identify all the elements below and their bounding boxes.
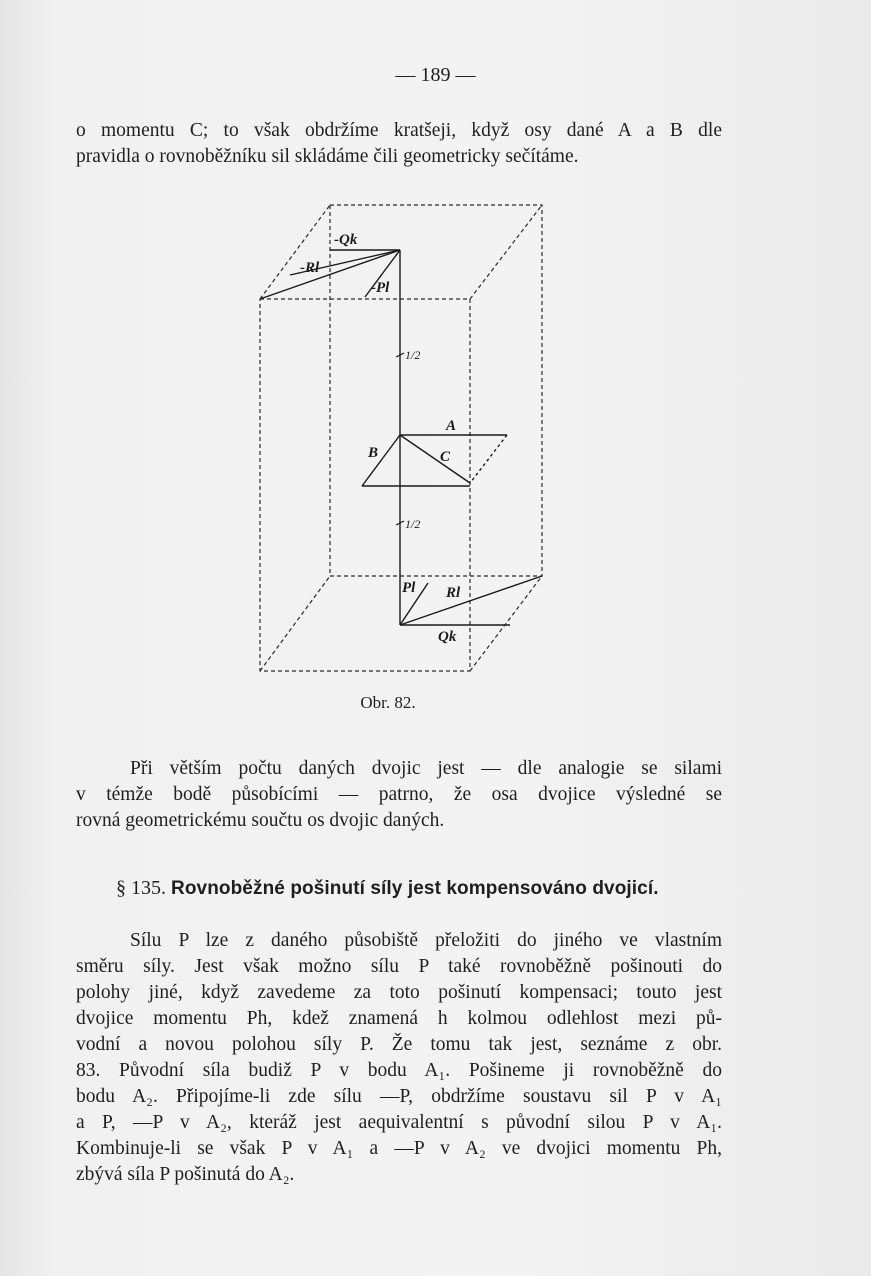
paragraph-line: Při větším počtu daných dvojic jest — dle analogie se silami (130, 758, 722, 779)
figure-caption: Obr. 82. (360, 693, 416, 712)
middle-dashed-a (470, 435, 507, 483)
bottom-rl-line (400, 576, 542, 625)
section-title: Rovnoběžné pošinutí síly jest kompensováno dvojicí. (171, 878, 659, 899)
label-qk-bottom: Qk (438, 629, 457, 645)
label-c: C (440, 449, 451, 465)
paragraph-line: a P, —P v A₂, kteráž jest aequivalentní s původní silou P v A₁. (76, 1112, 722, 1133)
label-b: B (368, 445, 379, 461)
box-edge (260, 576, 330, 671)
paragraph-line: v témže bodě působícími — patrno, že osa dvojice výsledné se (76, 784, 722, 805)
figure-82-diagram (250, 195, 550, 685)
label-qk-top: -Qk (334, 232, 358, 248)
paragraph-line: polohy jiné, když zavedeme za toto pošinutí kompensaci; touto jest (76, 982, 722, 1003)
label-rl-bottom: Rl (446, 585, 461, 601)
paragraph-line: směru síly. Jest však možno sílu P také rovnoběžně pošinouti do (76, 956, 722, 977)
intro-line: pravidla o rovnoběžníku sil skládáme čili geometricky sečítáme. (76, 146, 579, 167)
box-back-face (330, 205, 542, 576)
vector-c (400, 435, 470, 483)
paragraph-line: vodní a novou polohou síly P. Že tomu tak jest, seznáme z obr. (76, 1034, 722, 1055)
box-edge (260, 205, 330, 299)
label-a: A (446, 418, 457, 434)
section-heading (116, 875, 659, 902)
label-pl-bottom: Pl (402, 580, 416, 596)
box-front-face (260, 299, 470, 671)
label-pl-top: -Pl (371, 280, 390, 296)
section-number: § 135. (116, 877, 166, 899)
intro-line: o momentu C; to však obdržíme kratšeji, když osy dané A a B dle (76, 120, 722, 141)
box-edge (470, 576, 542, 671)
label-half-top: 1/2 (405, 348, 421, 362)
paragraph-line: Kombinuje-li se však P v A₁ a —P v A₂ ve dvojici momentu Ph, (76, 1138, 722, 1159)
box-edge (470, 205, 542, 299)
paragraph-line: rovná geometrickému součtu os dvojic daných. (76, 810, 445, 831)
label-rl-top: -Rl (300, 260, 320, 276)
paragraph-line: dvojice momentu Ph, kdež znamená h kolmou odlehlost mezi pů- (76, 1008, 722, 1029)
paragraph-line: zbývá síla P pošinutá do A₂. (76, 1164, 295, 1185)
paragraph-line: 83. Původní síla budiž P v bodu A₁. Pošineme ji rovnoběžně do (76, 1060, 722, 1081)
paragraph-line: Sílu P lze z daného působiště přeložiti do jiného ve vlastním (130, 930, 722, 951)
label-half-bottom: 1/2 (405, 517, 421, 531)
paragraph-line: bodu A₂. Připojíme-li zde sílu —P, obdržíme soustavu sil P v A₁ (76, 1086, 722, 1107)
page-number: — 189 — (395, 64, 476, 86)
